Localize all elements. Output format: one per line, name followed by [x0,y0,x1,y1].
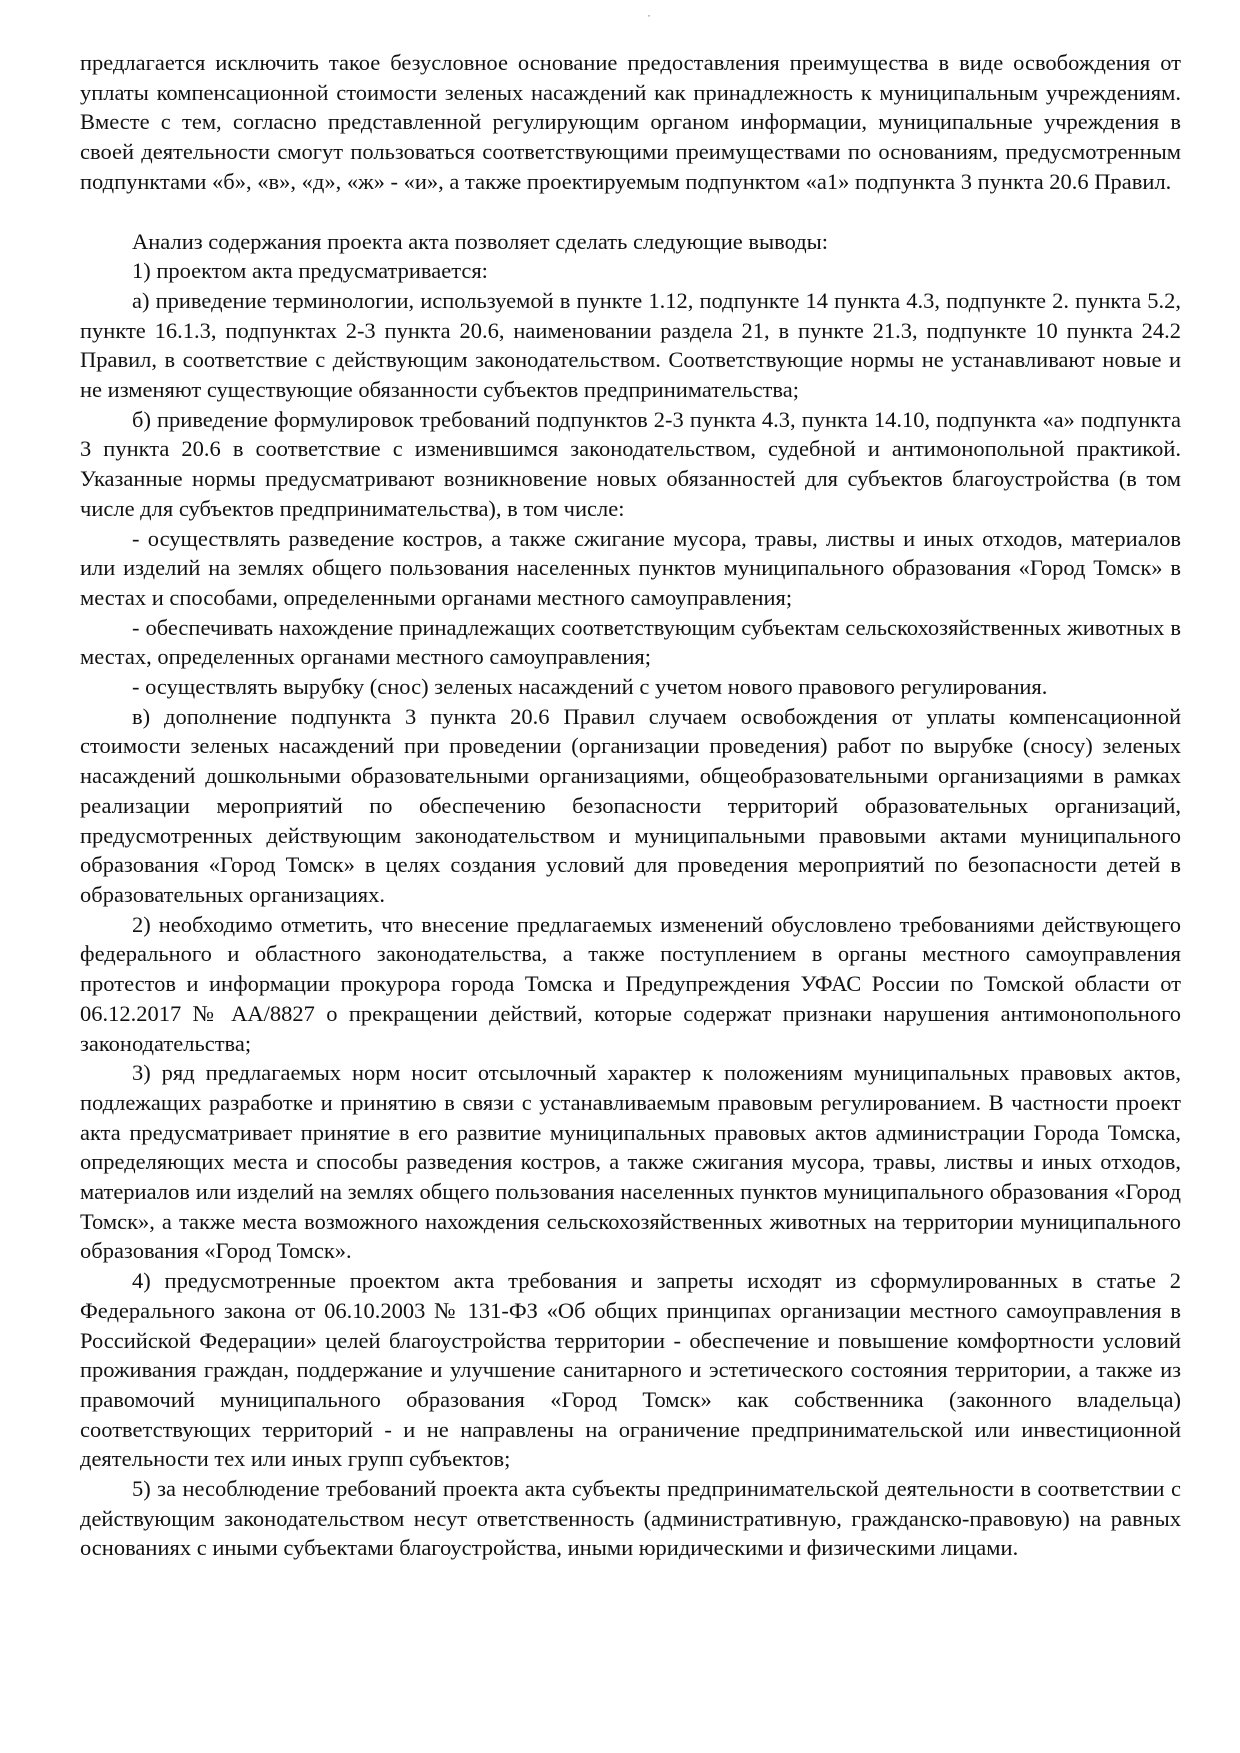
scan-mark: · [647,8,651,22]
paragraph-item-1c: в) дополнение подпункта 3 пункта 20.6 Правил случаем освобождения от уплаты компенсационной стоимости зеленых насаждений при проведении (организации проведения) работ по вырубке (сносу) зеленых насаждений дошкольными образовательными организациями, общеобразовательными организациями в рамках реализации мероприятий по обеспечению безопасности территорий образовательных организаций, предусмотренных действующим законодательством и муниципальными правовыми актами муниципального образования «Город Томск» в целях создания условий для проведения мероприятий по безопасности детей в образовательных организациях. [80,703,1181,907]
paragraph-bullet-fires: - осуществлять разведение костров, а также сжигание мусора, травы, листвы и иных отходов, материалов или изделий на землях общего пользования населенных пунктов муниципального образования «Город Томск» в местах и способами, определенными органами местного самоуправления; [80,525,1181,610]
paragraph-bullet-animals: - обеспечивать нахождение принадлежащих соответствующим субъектам сельскохозяйственных животных в местах, определенных органами местного самоуправления; [80,614,1181,670]
paragraph-bullet-felling: - осуществлять вырубку (снос) зеленых насаждений с учетом нового правового регулирования. [132,674,1048,700]
paragraph-item-1: 1) проектом акта предусматривается: [132,258,488,284]
paragraph-item-1a: а) приведение терминологии, используемой в пункте 1.12, подпункте 14 пункта 4.3, подпункте 2. пункта 5.2, пункте 16.1.3, подпунктах 2-3 пункта 20.6, наименовании раздела 21, в пункте 21.3, подпункте 10 пункта 24.2 Правил, в соответствие с действующим законодательством. Соответствующие нормы не устанавливают новые и не изменяют существующие обязанности субъектов предпринимательства; [80,287,1181,403]
paragraph-intro: предлагается исключить такое безусловное основание предоставления преимущества в виде освобождения от уплаты компенсационной стоимости зеленых насаждений как принадлежность к муниципальным учреждениям. Вместе с тем, согласно представленной регулирующим органом информации, муниципальные учреждения в своей деятельности смогут пользоваться соответствующими преимуществами по основаниям, предусмотренным подпунктами «б», «в», «д», «ж» - «и», а также проектируемым подпунктом «а1» подпункта 3 пункта 20.6 Правил. [80,50,1181,194]
paragraph-item-4: 4) предусмотренные проектом акта требования и запреты исходят из сформулированных в статье 2 Федерального закона от 06.10.2003 № 131-ФЗ «Об общих принципах организации местного самоуправления в Российской Федерации» целей благоустройства территории - обеспечение и повышение комфортности условий проживания граждан, поддержание и улучшение санитарного и эстетического состояния территории, а также из правомочий муниципального образования «Город Томск» как собственника (законного владельца) соответствующих территорий - и не направлены на ограничение предпринимательской или инвестиционной деятельности тех или иных групп субъектов; [80,1268,1181,1472]
paragraph-item-2: 2) необходимо отметить, что внесение предлагаемых изменений обусловлено требованиями действующего федерального и областного законодательства, а также поступлением в органы местного самоуправления протестов и информации прокурора города Томска и Предупреждения УФАС России по Томской области от 06.12.2017 № АА/8827 о прекращении действий, которые содержат признаки нарушения антимонопольного законодательства; [80,911,1181,1056]
paragraph-item-1b: б) приведение формулировок требований подпунктов 2-3 пункта 4.3, пункта 14.10, подпункта «а» подпункта 3 пункта 20.6 в соответствие с изменившимся законодательством, судебной и антимонопольной практикой. Указанные нормы предусматривают возникновение новых обязанностей для субъектов благоустройства (в том числе для субъектов предпринимательства), в том числе: [80,406,1181,521]
paragraph-item-3: 3) ряд предлагаемых норм носит отсылочный характер к положениям муниципальных правовых актов, подлежащих разработке и принятию в связи с устанавливаемым правовым регулированием. В частности проект акта предусматривает принятие в его развитие муниципальных правовых актов администрации Города Томска, определяющих места и способы разведения костров, а также сжигания мусора, травы, листвы и иных отходов, материалов или изделий на землях общего пользования населенных пунктов муниципального образования «Город Томск», а также места возможного нахождения сельскохозяйственных животных на территории муниципального образования «Город Томск». [80,1060,1181,1264]
paragraph-analysis-heading: Анализ содержания проекта акта позволяет сделать следующие выводы: [132,228,829,254]
paragraph-item-5: 5) за несоблюдение требований проекта акта субъекты предпринимательской деятельности в соответствии с действующим законодательством несут ответственность (административную, гражданско-правовую) на равных основаниях с иными субъектами благоустройства, иными юридическими и физическими лицами. [80,1476,1181,1561]
document-page [80,48,1181,1563]
